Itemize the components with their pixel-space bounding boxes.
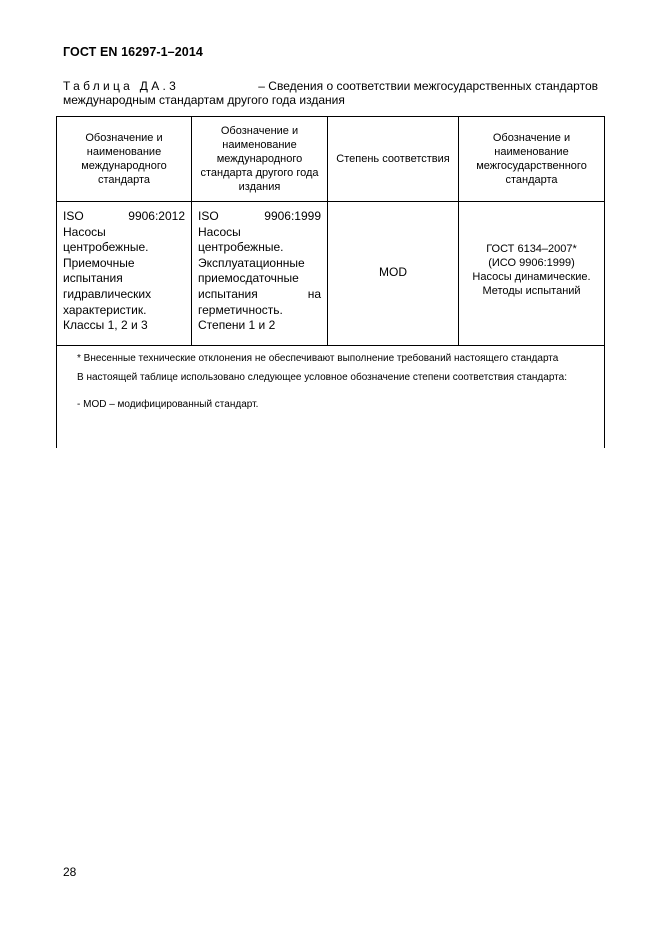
header-international-standard-other-year: Обозначение и наименование международного стандарта другого года издания [192, 117, 328, 202]
table-caption-text-line2: международным стандартам другого года издания [63, 93, 345, 107]
text-line: центробежные. [63, 240, 149, 255]
text-line: Степени 1 и 2 [198, 318, 276, 333]
gost-line: Методы испытаний [482, 285, 581, 297]
std-code: ISO [198, 209, 219, 223]
table-caption-text-line1: – Сведения о соответствии межгосударственных стандартов [258, 79, 598, 93]
degree-value: MOD [379, 265, 407, 279]
asterisk-footnote: * Внесенные технические отклонения не обеспечивают выполнение требований настоящего стандарта [77, 353, 559, 364]
table-footnote-row [57, 346, 605, 449]
std-number: 9906:2012 [128, 209, 185, 223]
text-line: Насосы [63, 224, 106, 239]
gost-line: ГОСТ 6134–2007* [486, 243, 577, 255]
cell-interstate-standard [459, 202, 605, 346]
text-line: характеристик. [63, 302, 147, 317]
cell-degree-of-correspondence [328, 202, 459, 346]
text-line: испытания [63, 271, 123, 286]
cell-international-standard-other-year [192, 202, 328, 346]
gost-line: Насосы динамические. [472, 271, 591, 283]
text-line: герметичность. [198, 302, 283, 317]
header-interstate-standard: Обозначение и наименование межгосударственного стандарта [459, 117, 605, 202]
page-number: 28 [63, 865, 77, 879]
text-word: испытания [198, 286, 258, 301]
text-line: Классы 1, 2 и 3 [63, 318, 148, 333]
document-header: ГОСТ EN 16297-1–2014 [63, 45, 203, 59]
table-caption [63, 79, 598, 107]
header-degree-of-correspondence: Степень соответствия [328, 117, 459, 202]
cell-international-standard [57, 202, 192, 346]
table-row [57, 202, 605, 346]
text-line: Насосы [198, 224, 241, 239]
mod-definition: - MOD – модифицированный стандарт. [77, 399, 259, 410]
header-international-standard: Обозначение и наименование международного стандарта [57, 117, 192, 202]
text-line: гидравлических [63, 286, 152, 301]
convention-intro: В настоящей таблице использовано следующее условное обозначение степени соответствия стандарта: [77, 372, 567, 383]
footnote-cell [57, 346, 605, 449]
table-header-row [57, 117, 605, 202]
table-caption-label: Таблица ДА.3 [63, 79, 180, 93]
gost-line: (ИСО 9906:1999) [488, 257, 575, 269]
text-line: Приемочные [63, 255, 135, 270]
text-line: Эксплуатационные [198, 255, 305, 270]
text-line: приемосдаточные [198, 271, 299, 286]
text-word: на [307, 286, 321, 301]
standards-table [56, 116, 605, 448]
std-number: 9906:1999 [264, 209, 321, 223]
std-code: ISO [63, 209, 84, 223]
text-line: центробежные. [198, 240, 284, 255]
